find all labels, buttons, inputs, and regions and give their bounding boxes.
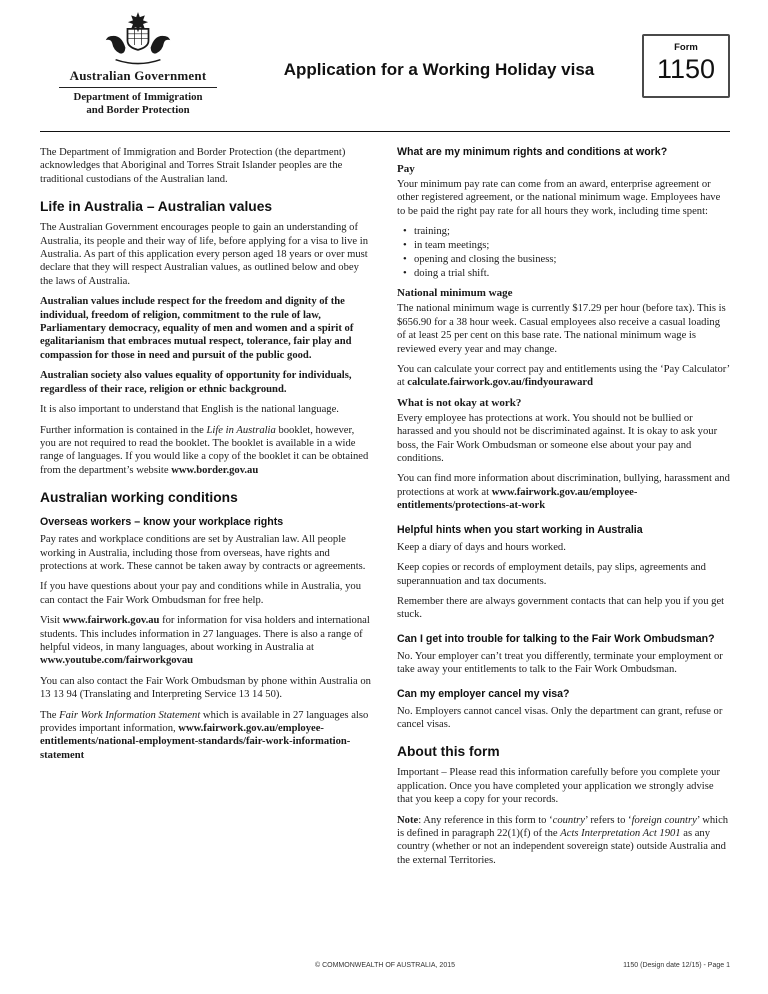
important-paragraph: Important – Please read this information carefully before you complete your application. Once you have completed your application we strongly advise that you keep a copy for your records. <box>397 767 721 806</box>
coat-of-arms-icon <box>94 10 182 66</box>
subheading-overseas-workers: Overseas workers – know your workplace rights <box>40 516 284 529</box>
paragraph: No. Your employer can’t treat you differently, terminate your employment or take away your entitlements to talk to the Fair Work Ombudsman. <box>397 650 723 676</box>
paragraph: Remember there are always government contacts that can help you if you get stuck. <box>397 595 725 621</box>
paragraph: You can also contact the Fair Work Ombudsman by phone within Australia on 13 13 94 (Translating and Interpreting Service 13 14 50). <box>40 675 371 701</box>
paragraph: No. Employers cannot cancel visas. Only the department can grant, refuse or cancel visas. <box>397 705 723 730</box>
paragraph: It is also important to understand that English is the national language. <box>40 404 339 416</box>
paragraph: Every employee has protections at work. You should not be bullied or harassed and you should not be discriminated against. It is okay to ask your boss, the Fair Work Ombudsman or someone else about your pay and conditions. <box>397 412 718 465</box>
list-item: • in team meetings; <box>403 239 730 253</box>
text-run: booklet, however, you are not required to read the booklet. The booklet is available in a wide range of languages. If you would like a copy of the booklet it can be obtained from the department’s website <box>40 424 369 476</box>
text-run: ’ refers to ‘ <box>585 814 632 826</box>
list-item: • training; <box>403 225 730 239</box>
paragraph <box>40 614 371 668</box>
paragraph <box>397 472 730 512</box>
text-run: : Any reference in this form to ‘ <box>418 814 553 826</box>
paragraph: Your minimum pay rate can come from an award, enterprise agreement or other registered agreement, or the national minimum wage. Employees have to be paid the right pay rate for all hours they work, including time spent: <box>397 179 721 217</box>
department-name <box>40 91 236 117</box>
paragraph <box>40 424 371 478</box>
page-footer <box>40 962 730 972</box>
fairwork-statement-url: www.fairwork.gov.au/employee-entitlements/national-employment-standards/fair-work-information-statement <box>40 723 351 761</box>
paragraph: Keep copies or records of employment details, pay slips, agreements and superannuation and tax documents. <box>397 562 706 587</box>
list-item: • doing a trial shift. <box>403 267 730 281</box>
text-run: ’ which is defined in paragraph 22(1)(f) of the <box>397 814 729 839</box>
list-item: • opening and closing the business; <box>403 253 730 267</box>
text-run: You can find more information about discrimination, bullying, harassment and protections at work at <box>397 473 730 498</box>
note-label: Note <box>397 814 419 826</box>
pay-bullet-list <box>403 225 730 280</box>
youtube-url: www.youtube.com/fairworkgovau <box>40 655 194 667</box>
form-number: 1150 <box>656 54 716 84</box>
fairwork-url: www.fairwork.gov.au <box>62 615 160 627</box>
text-run: foreign country <box>631 814 697 826</box>
text-run: as any country (whether or not an independent sovereign state) outside Australia and the external Territories. <box>397 827 726 866</box>
paragraph: If you have questions about your pay and conditions while in Australia, you can contact the Fair Work Ombudsman for free help. <box>40 581 361 606</box>
note-paragraph <box>397 814 730 868</box>
department-name-line1: Department of Immigration <box>73 91 203 103</box>
border-gov-url: www.border.gov.au <box>171 464 259 476</box>
section-heading-about-this-form: About this form <box>397 744 500 760</box>
subheading-national-minimum-wage: National minimum wage <box>397 287 513 300</box>
left-column <box>40 146 371 874</box>
paragraph: The Australian Government encourages people to gain an understanding of Australia, its people and their way of life, before applying for a visa to live in Australia. As part of this application every person aged 18 years or over must declare that they will respect Australian values, as outlined below and obey the laws of Australia. <box>40 222 369 287</box>
paragraph: Pay rates and workplace conditions are set by Australian law. All people working in Australia, including those from overseas, have rights and protections at work. These cannot be taken away by contracts or agreements. <box>40 534 366 572</box>
government-name: Australian Government <box>69 68 207 83</box>
australian-values-paragraph: Australian values include respect for the freedom and dignity of the individual, freedom of religion, commitment to the rule of law, Parliamentary democracy, equality of men and women and a spirit of egalitarianism that embraces mutual respect, tolerance, fair play and compassion for those in need and pursuit of the public good. <box>40 296 354 361</box>
booklet-title-text: Life in Australia <box>206 424 276 436</box>
page-header <box>0 0 768 117</box>
section-heading-working-conditions: Australian working conditions <box>40 490 238 506</box>
paragraph: The national minimum wage is currently $17.29 per hour (before tax). This is $656.90 for a 38 hour week. Casual employees also receive a casual loading of at least 25 per cent on this base rate. The national minimum wage is reviewed every year and may change. <box>397 303 726 355</box>
department-name-line2: and Border Protection <box>86 104 190 116</box>
subheading-employer-cancel-visa: Can my employer cancel my visa? <box>397 687 570 700</box>
form-label: Form <box>674 42 698 53</box>
page-title: Application for a Working Holiday visa <box>283 60 595 79</box>
government-crest-block <box>40 10 236 117</box>
text-run: for information for visa holders and international students. This includes information in 27 languages. There is also a range of helpful videos, in many languages, about working in Australia at <box>40 615 370 653</box>
pay-calculator-url: calculate.fairwork.gov.au/findyouraward <box>407 377 593 389</box>
section-heading-life-in-australia: Life in Australia – Australian values <box>40 199 273 215</box>
copyright-text: © COMMONWEALTH OF AUSTRALIA, 2015 <box>315 962 455 969</box>
subheading-helpful-hints: Helpful hints when you start working in Australia <box>397 523 643 536</box>
paragraph <box>397 363 730 390</box>
text-run: country <box>552 814 586 826</box>
content-columns <box>0 132 768 874</box>
paragraph: Keep a diary of days and hours worked. <box>397 541 566 553</box>
page-number-text: 1150 (Design date 12/15) - Page 1 <box>623 962 730 969</box>
paragraph <box>40 709 371 763</box>
equality-paragraph: Australian society also values equality of opportunity for individuals, regardless of their race, religion or ethnic background. <box>40 370 352 395</box>
protections-url: www.fairwork.gov.au/employee-entitlements/protections-at-work <box>397 486 638 512</box>
subheading-minimum-rights: What are my minimum rights and conditions at work? <box>397 146 668 158</box>
subheading-pay: Pay <box>397 163 415 175</box>
form-number-box <box>642 34 730 98</box>
act-title-text: Acts Interpretation Act 1901 <box>560 827 681 839</box>
crest-divider <box>59 87 217 88</box>
right-column <box>397 146 730 874</box>
text-run: Visit <box>40 615 63 627</box>
subheading-not-okay-at-work: What is not okay at work? <box>397 396 522 409</box>
subheading-trouble-talking: Can I get into trouble for talking to the Fair Work Ombudsman? <box>397 632 715 645</box>
text-run: Further information is contained in the <box>40 424 207 436</box>
text-run: The <box>40 709 60 721</box>
text-run: which is available in 27 languages also provides important information, <box>40 709 369 734</box>
statement-title-text: Fair Work Information Statement <box>59 709 201 721</box>
acknowledgement-paragraph: The Department of Immigration and Border Protection (the department) acknowledges that Aboriginal and Torres Strait Islander peoples are the traditional custodians of the Australian land. <box>40 147 346 185</box>
text-run: You can calculate your correct pay and entitlements using the ‘Pay Calculator’ at <box>397 364 730 389</box>
